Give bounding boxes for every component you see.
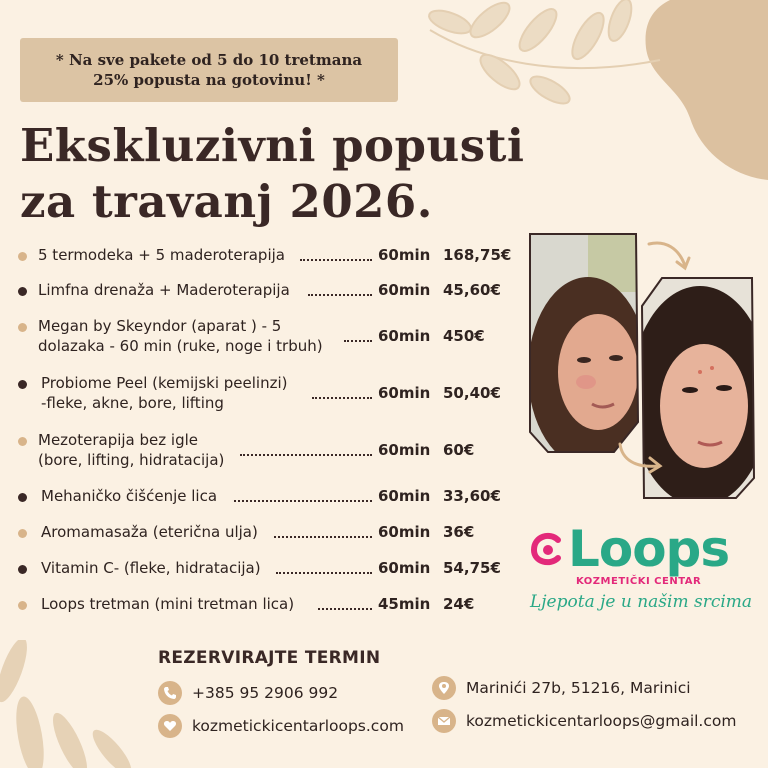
before-photo	[528, 232, 640, 454]
address-contact[interactable]	[432, 676, 691, 700]
service-duration: 60min	[378, 559, 431, 577]
service-name: Aromamasaža (eterična ulja)	[41, 523, 258, 541]
service-name: Loops tretman (mini tretman lica)	[41, 595, 295, 613]
service-item	[18, 558, 518, 580]
service-item	[18, 486, 518, 508]
logo-wordmark: Loops	[568, 520, 730, 578]
logo-subtitle: KOZMETIČKI CENTAR	[576, 576, 702, 587]
service-item	[18, 373, 518, 415]
service-price: 33,60€	[443, 487, 501, 505]
service-item	[18, 280, 518, 302]
bullet-icon	[18, 437, 27, 446]
bullet-icon	[18, 493, 27, 502]
mail-icon	[432, 709, 456, 733]
bullet-icon	[18, 601, 27, 610]
service-price: 54,75€	[443, 559, 501, 577]
dot-leader	[344, 340, 372, 342]
reserve-heading: REZERVIRAJTE TERMIN	[158, 648, 381, 668]
dot-leader	[308, 294, 372, 296]
dot-leader	[276, 572, 372, 574]
service-item	[18, 316, 518, 358]
bullet-icon	[18, 529, 27, 538]
service-duration: 45min	[378, 595, 431, 613]
dot-leader	[240, 454, 372, 456]
bullet-icon	[18, 380, 27, 389]
website-link: kozmetickicentarloops.com	[192, 717, 404, 735]
service-duration: 60min	[378, 327, 431, 345]
service-item	[18, 594, 518, 616]
service-price: 36€	[443, 523, 475, 541]
phone-icon	[158, 681, 182, 705]
banner-line-1: * Na sve pakete od 5 do 10 tretmana	[55, 51, 363, 69]
heart-icon	[158, 714, 182, 738]
curved-arrow-icon	[645, 238, 691, 274]
service-duration: 60min	[378, 441, 431, 459]
page-title-line-2: za travanj 2026.	[20, 175, 433, 228]
service-name-line-2: dolazaka - 60 min (ruke, noge i trbuh)	[38, 337, 323, 355]
curved-arrow-icon	[614, 440, 666, 476]
dot-leader	[234, 500, 372, 502]
service-price: 450€	[443, 327, 485, 345]
service-name: Megan by Skeyndor (aparat ) - 5	[38, 317, 282, 335]
service-price: 60€	[443, 441, 475, 459]
bullet-icon	[18, 323, 27, 332]
service-item	[18, 522, 518, 544]
bullet-icon	[18, 252, 27, 261]
service-name-line-2: -fleke, akne, bore, lifting	[41, 394, 224, 412]
service-name: Vitamin C- (fleke, hidratacija)	[41, 559, 261, 577]
service-name: Limfna drenaža + Maderoterapija	[38, 281, 290, 299]
service-price: 45,60€	[443, 281, 501, 299]
service-name: Mehaničko čišćenje lica	[41, 487, 218, 505]
service-duration: 60min	[378, 487, 431, 505]
service-item	[18, 245, 518, 267]
discount-banner	[20, 38, 398, 102]
service-name: Probiome Peel (kemijski peelinzi)	[41, 374, 288, 392]
bottom-left-leaf-decoration	[0, 640, 160, 768]
service-item	[18, 430, 518, 472]
service-duration: 60min	[378, 384, 431, 402]
dot-leader	[300, 259, 372, 261]
service-price: 168,75€	[443, 246, 512, 264]
page-title	[20, 118, 540, 230]
dot-leader	[274, 536, 372, 538]
bullet-icon	[18, 287, 27, 296]
service-price: 50,40€	[443, 384, 501, 402]
email-contact[interactable]	[432, 709, 736, 733]
location-pin-icon	[432, 676, 456, 700]
email-address: kozmetickicentarloops@gmail.com	[466, 712, 737, 730]
brand-tagline: Ljepota je u našim srcima	[530, 592, 753, 612]
page-title-line-1: Ekskluzivni popusti	[20, 119, 525, 172]
phone-number: +385 95 2906 992	[192, 684, 339, 702]
service-price: 24€	[443, 595, 475, 613]
service-name: 5 termodeka + 5 maderoterapija	[38, 246, 285, 264]
loops-logo-icon	[528, 532, 564, 568]
dot-leader	[318, 608, 372, 610]
service-duration: 60min	[378, 523, 431, 541]
service-name: Mezoterapija bez igle	[38, 431, 198, 449]
service-name-line-2: (bore, lifting, hidratacija)	[38, 451, 225, 469]
dot-leader	[312, 397, 372, 399]
service-duration: 60min	[378, 246, 431, 264]
phone-contact[interactable]	[158, 681, 338, 705]
service-duration: 60min	[378, 281, 431, 299]
address-text: Marinići 27b, 51216, Marinici	[466, 679, 691, 697]
banner-line-2: 25% popusta na gotovinu! *	[93, 71, 325, 89]
website-contact[interactable]	[158, 714, 404, 738]
bullet-icon	[18, 565, 27, 574]
leaf-branch-decoration	[420, 0, 670, 110]
